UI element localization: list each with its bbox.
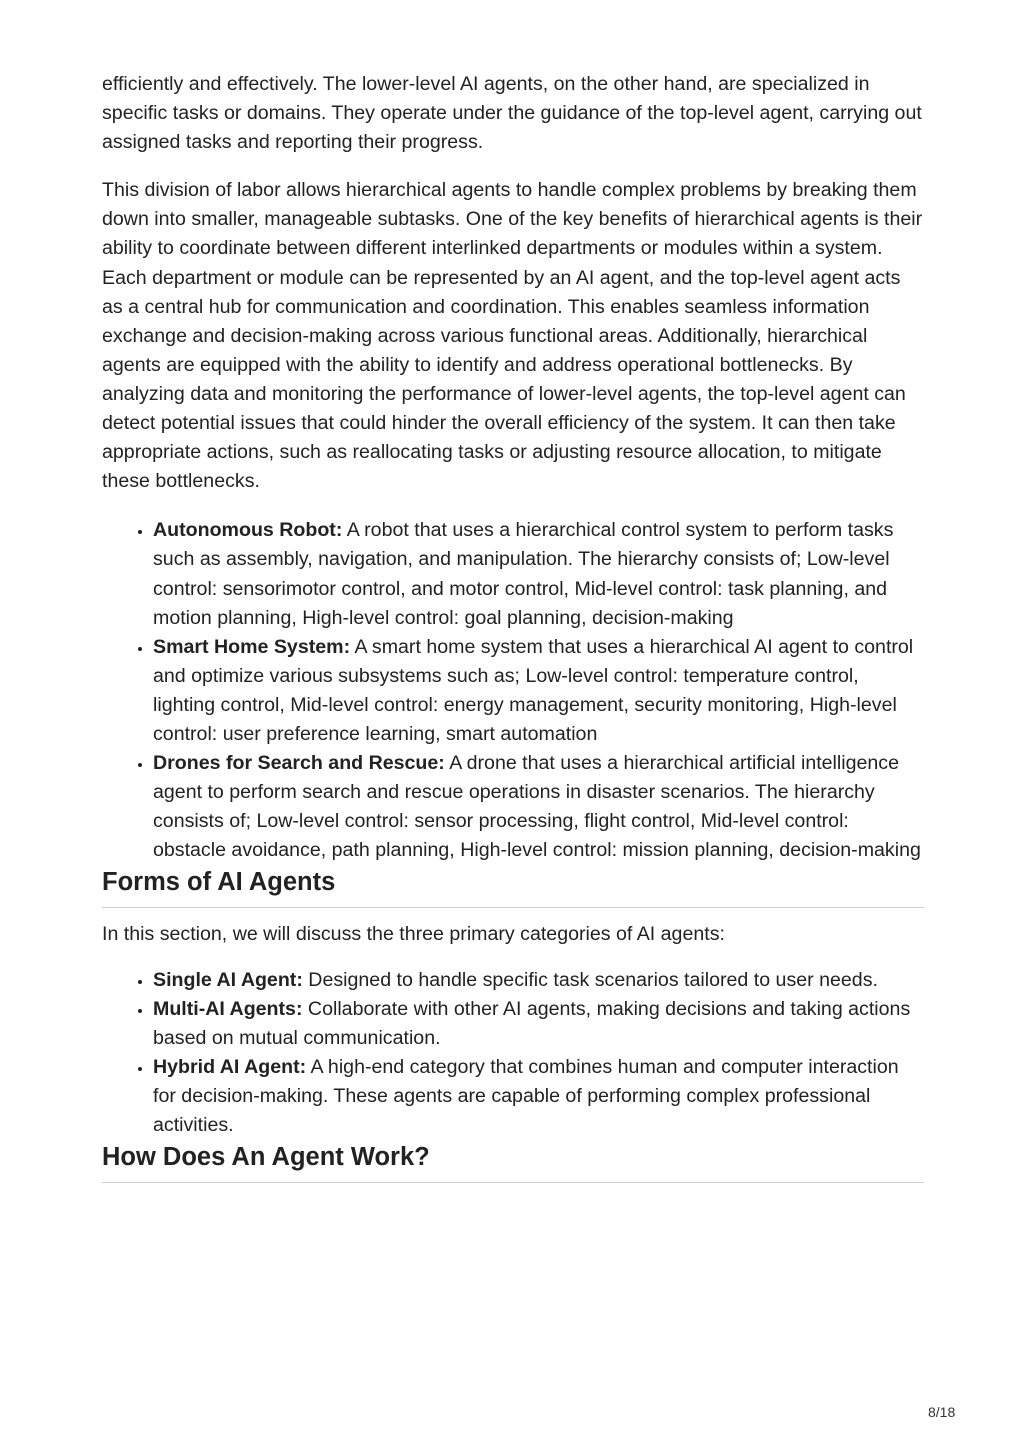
paragraph-lower-level-agents: efficiently and effectively. The lower-level AI agents, on the other hand, are specialized in specific tasks or domains. They operate under the guidance of the top-level agent, carrying out assigned tasks and reporting their progress. [102,73,922,154]
list-item-term: Autonomous Robot: [153,519,343,542]
list-item [153,749,924,865]
list-item [153,516,924,632]
hierarchical-examples-list [102,516,924,865]
page-number: 8/18 [928,1404,956,1420]
list-item-text: Designed to handle specific task scenarios tailored to user needs. [302,968,878,991]
forms-intro: In this section, we will discuss the three primary categories of AI agents: [102,923,725,946]
article-content [102,70,924,1183]
section-heading-forms: Forms of AI Agents [102,865,924,908]
section-heading-how-agent-works: How Does An Agent Work? [102,1140,924,1183]
list-item [153,1053,924,1140]
list-item-term: Smart Home System: [153,635,351,658]
agent-forms-list [102,966,924,1141]
list-item-text: A robot that uses a hierarchical control system to perform tasks such as assembly, navigation, and manipulation. The hierarchy consists of; Low-level control: sensorimotor control, and motor control, Mid-level control: task planning, and motion planning, High-level control: goal planning, decision-making [153,519,894,629]
list-item-term: Hybrid AI Agent: [153,1055,307,1078]
paragraph-division-of-labor: This division of labor allows hierarchical agents to handle complex problems by breaking them down into smaller, manageable subtasks. One of the key benefits of hierarchical agents is their ability to coordinate between different interlinked departments or modules within a system. Each department or module can be represented by an AI agent, and the top-level agent acts as a central hub for communication and coordination. This enables seamless information exchange and decision-making across various functional areas. Additionally, hierarchical agents are equipped with the ability to identify and address operational bottlenecks. By analyzing data and monitoring the performance of lower-level agents, the top-level agent can detect potential issues that could hinder the overall efficiency of the system. It can then take appropriate actions, such as reallocating tasks or adjusting resource allocation, to mitigate these bottlenecks. [102,179,923,493]
list-item-text: A smart home system that uses a hierarchical AI agent to control and optimize various subsystems such as; Low-level control: temperature control, lighting control, Mid-level control: energy management, security monitoring, High-level control: user preference learning, smart automation [153,635,914,745]
list-item-text: A high-end category that combines human and computer interaction for decision-making. These agents are capable of performing complex professional activities. [153,1055,899,1136]
list-item [153,995,924,1053]
list-item-term: Multi-AI Agents: [153,997,303,1020]
list-item [153,966,924,995]
list-item [153,633,924,749]
list-item-text: Collaborate with other AI agents, making decisions and taking actions based on mutual communication. [153,997,911,1049]
list-item-text: A drone that uses a hierarchical artificial intelligence agent to perform search and rescue operations in disaster scenarios. The hierarchy consists of; Low-level control: sensor processing, flight control, Mid-level control: obstacle avoidance, path planning, High-level control: mission planning, decision-making [153,752,921,862]
list-item-term: Drones for Search and Rescue: [153,752,445,775]
list-item-term: Single AI Agent: [153,968,303,991]
